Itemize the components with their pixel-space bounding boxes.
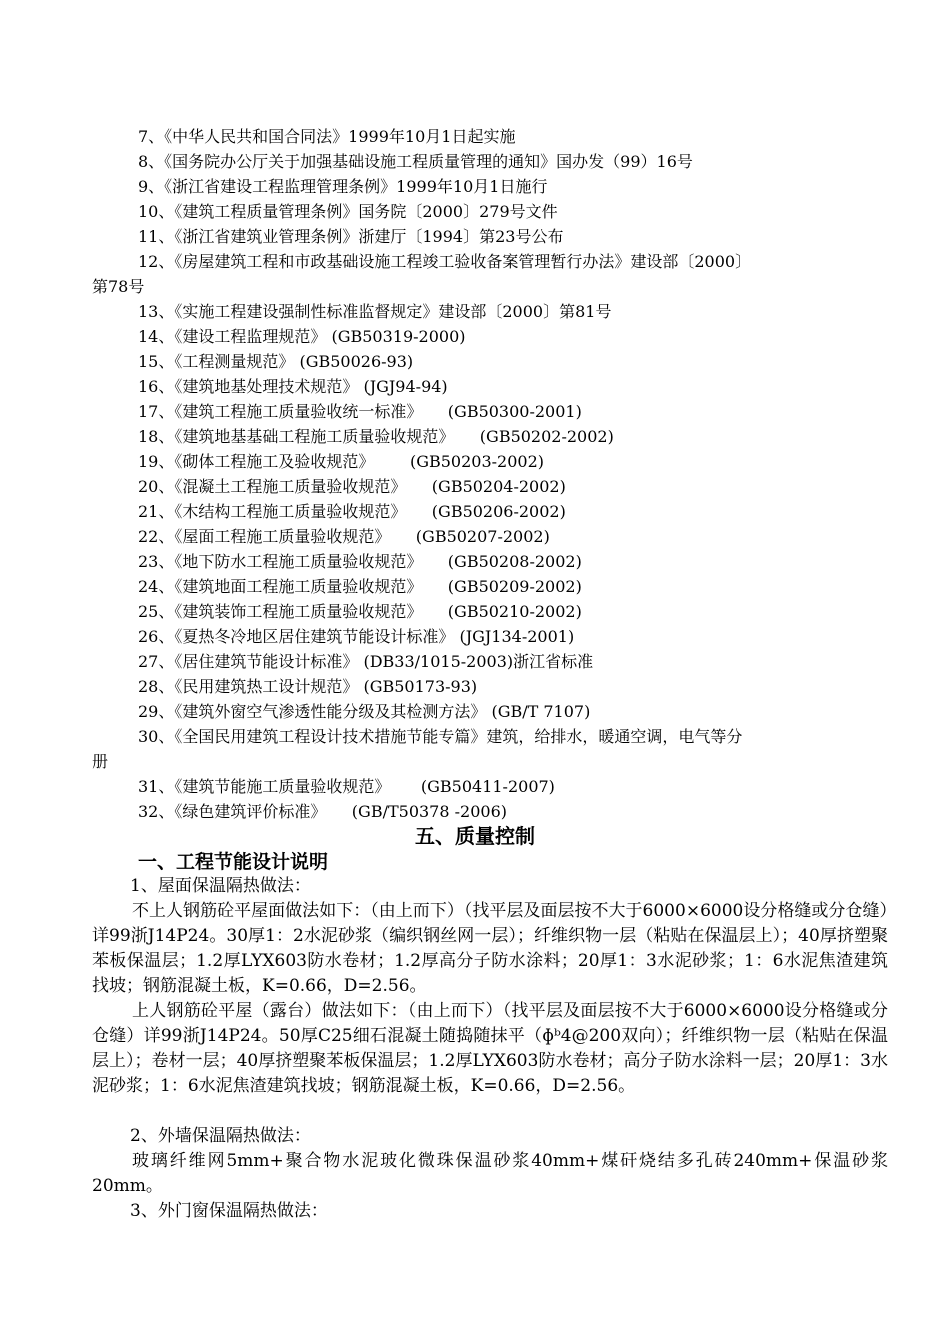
reference-item: 7、《中华人民共和国合同法》1999年10月1日起实施 <box>138 127 516 146</box>
reference-item: 21、《木结构工程施工质量验收规范》 (GB50206-2002) <box>138 502 566 521</box>
reference-item: 19、《砌体工程施工及验收规范》 (GB50203-2002) <box>138 452 545 471</box>
reference-item: 15、《工程测量规范》 (GB50026-93) <box>138 352 414 371</box>
reference-item-continuation: 册 <box>92 752 109 771</box>
reference-item: 20、《混凝土工程施工质量验收规范》 (GB50204-2002) <box>138 477 566 496</box>
reference-item: 12、《房屋建筑工程和市政基础设施工程竣工验收备案管理暂行办法》建设部〔2000〕 <box>138 252 752 271</box>
reference-item: 11、《浙江省建筑业管理条例》浙建厅〔1994〕第23号公布 <box>138 227 564 246</box>
reference-item: 13、《实施工程建设强制性标准监督规定》建设部〔2000〕第81号 <box>138 302 612 321</box>
subsection-title: 一、工程节能设计说明 <box>138 851 329 873</box>
reference-item: 24、《建筑地面工程施工质量验收规范》 (GB50209-2002) <box>138 577 582 596</box>
reference-item: 18、《建筑地基基础工程施工质量验收规范》 (GB50202-2002) <box>138 427 614 446</box>
reference-item: 30、《全国民用建筑工程设计技术措施节能专篇》建筑，给排水，暖通空调，电气等分 <box>138 727 743 746</box>
reference-item: 8、《国务院办公厅关于加强基础设施工程质量管理的通知》国办发（99）16号 <box>138 152 693 171</box>
reference-item: 17、《建筑工程施工质量验收统一标准》 (GB50300-2001) <box>138 402 582 421</box>
reference-item-continuation: 第78号 <box>92 277 145 296</box>
reference-item: 26、《夏热冬冷地区居住建筑节能设计标准》 (JGJ134-2001) <box>138 627 575 646</box>
reference-item: 23、《地下防水工程施工质量验收规范》 (GB50208-2002) <box>138 552 582 571</box>
item-label: 2、外墙保温隔热做法： <box>130 1126 311 1146</box>
section-title: 五、质量控制 <box>415 824 535 848</box>
reference-item: 16、《建筑地基处理技术规范》 (JGJ94-94) <box>138 377 448 396</box>
reference-item: 10、《建筑工程质量管理条例》国务院〔2000〕279号文件 <box>138 202 558 221</box>
item-label: 1、屋面保温隔热做法： <box>130 876 311 896</box>
reference-item: 14、《建设工程监理规范》 (GB50319-2000) <box>138 327 466 346</box>
reference-item: 31、《建筑节能施工质量验收规范》 (GB50411-2007) <box>138 777 555 796</box>
reference-item: 32、《绿色建筑评价标准》 (GB/T50378 -2006) <box>138 802 507 821</box>
paragraph: 不上人钢筋砼平屋面做法如下：（由上而下）（找平层及面层按不大于6000×6000设分格缝或分仓缝）详99浙J14P24。30厚1：2水泥砂浆（编织钢丝网一层）；纤维织物一层（粘贴在保温层上）；40厚挤塑聚苯板保温层；1.2厚LYX603防水卷材；1.2厚高分子防水涂料；20厚1：3水泥砂浆；1：6水泥焦渣建筑找坡；钢筋混凝土板，K=0.66，D=2.56。 <box>92 901 888 996</box>
item-label: 3、外门窗保温隔热做法： <box>130 1201 328 1221</box>
paragraph: 上人钢筋砼平屋（露台）做法如下：（由上而下）（找平层及面层按不大于6000×6000设分格缝或分仓缝）详99浙J14P24。50厚C25细石混凝土随捣随抹平（ɸᵇ4@200双向）；纤维织物一层（粘贴在保温层上）；卷材一层；40厚挤塑聚苯板保温层；1.2厚LYX603防水卷材；高分子防水涂料一层；20厚1：3水泥砂浆；1：6水泥焦渣建筑找坡；钢筋混凝土板，K=0.66，D=2.56。 <box>92 1001 888 1096</box>
reference-item: 27、《居住建筑节能设计标准》 (DB33/1015-2003)浙江省标准 <box>138 652 594 671</box>
paragraph: 玻璃纤维网5mm+聚合物水泥玻化微珠保温砂浆40mm+煤矸烧结多孔砖240mm+保温砂浆20mm。 <box>92 1151 888 1196</box>
reference-item: 25、《建筑装饰工程施工质量验收规范》 (GB50210-2002) <box>138 602 582 621</box>
reference-item: 9、《浙江省建设工程监理管理条例》1999年10月1日施行 <box>138 177 548 196</box>
reference-item: 22、《屋面工程施工质量验收规范》 (GB50207-2002) <box>138 527 550 546</box>
reference-item: 29、《建筑外窗空气渗透性能分级及其检测方法》 (GB/T 7107) <box>138 702 591 721</box>
reference-item: 28、《民用建筑热工设计规范》 (GB50173-93) <box>138 677 478 696</box>
